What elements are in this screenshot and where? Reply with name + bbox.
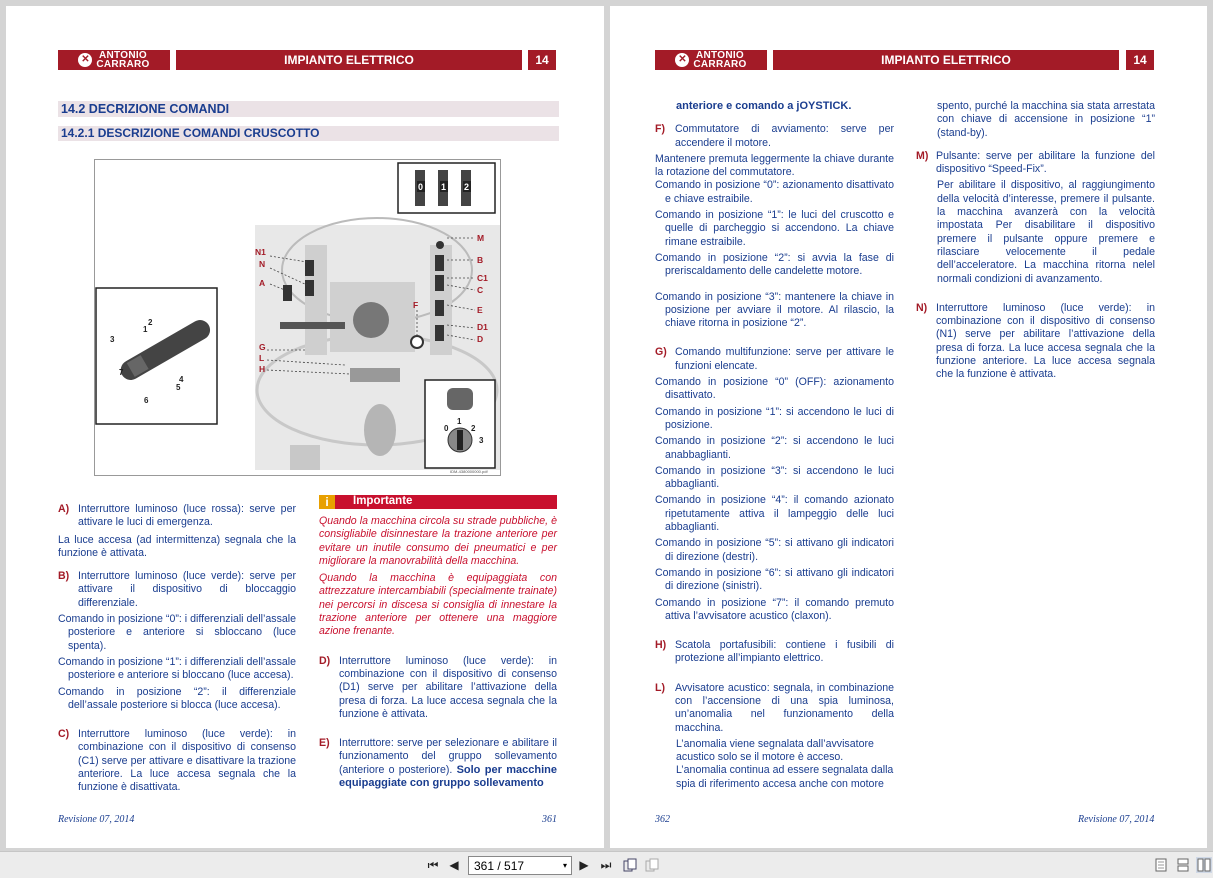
lever-pos-0: 0 <box>170 358 175 367</box>
item-f-cmd1: Comando in posizione “1”: le luci del cruscotto e quelle di parcheggio si accendono. La chiave rimane estraibile. <box>655 209 894 248</box>
page-number-input[interactable] <box>468 856 572 875</box>
label-a: A <box>259 278 266 288</box>
dropdown-icon[interactable]: ▾ <box>562 861 567 870</box>
logo-bottom-text: CARRARO <box>96 59 150 70</box>
continued-text: anteriore e comando a jOYSTICK. <box>676 100 852 112</box>
item-l-continued: spento, purché la macchina sia stata arrestata con chiave di accensione in posizione “1” (stand-by). <box>937 100 1155 139</box>
left-page <box>6 6 604 848</box>
right-page <box>610 6 1207 848</box>
label-c: C <box>477 285 484 295</box>
item-l-note-1: L’anomalia viene segnalata dall’avvisatore acustico solo se il motore è acceso. <box>676 737 874 764</box>
subsection-heading: 14.2.1 DESCRIZIONE COMANDI CRUSCOTTO <box>58 126 559 141</box>
header-section-title: IMPIANTO ELETTRICO <box>176 50 522 70</box>
single-page-icon[interactable] <box>1153 857 1169 873</box>
item-g: G) Comando multifunzione: serve per attivare le funzioni elencate. <box>655 346 894 372</box>
item-g-cmd0: Comando in posizione “0” (OFF): azionamento disattivato. <box>655 376 894 402</box>
prev-page-icon[interactable]: ◀ <box>449 858 459 872</box>
item-h: H) Scatola portafusibili: contiene i fusibili di protezione all’impianto elettrico. <box>655 639 894 665</box>
left-column <box>58 503 296 795</box>
brand-logo <box>655 50 767 70</box>
logo-top-text: ANTONIO <box>98 50 148 61</box>
item-g-cmd4: Comando in posizione “4”: il comando azionato ripetutamente attiva il lampeggio delle luci abbaglianti. <box>655 494 894 534</box>
page-header <box>58 50 556 70</box>
footer-revision: Revisione 07, 2014 <box>58 814 135 825</box>
key-pos-1: 1 <box>457 417 462 426</box>
next-page-icon[interactable]: ▶ <box>579 858 589 872</box>
item-a-note: La luce accesa (ad intermittenza) segnala che la funzione è attivata. <box>58 533 296 559</box>
ignition-key-icon <box>457 430 463 450</box>
footer-page-number: 361 <box>542 814 557 825</box>
item-f-note: Mantenere premuta leggermente la chiave durante la rotazione del commutatore. <box>655 152 894 179</box>
item-g-cmd2: Comando in posizione “2”: si accendono le luci anabbaglianti. <box>655 435 894 461</box>
lever-pos-4: 4 <box>179 375 184 384</box>
header-section-title: IMPIANTO ELETTRICO <box>773 50 1119 70</box>
label-l: L <box>259 353 265 363</box>
right-column-2 <box>916 100 1155 382</box>
section-heading: 14.2 DECRIZIONE COMANDI <box>58 101 559 117</box>
item-n: N) Interruttore luminoso (luce verde): in combinazione con il dispositivo di consenso (N1) serve per abilitare l’attivazione della presa di forza. La luce accesa segnala che la funzione anteriore. La luce accesa segnala che la funzione è attivata. <box>916 301 1155 381</box>
steering-hub-icon <box>353 302 389 338</box>
item-l: L) Avvisatore acustico: segnala, in combinazione con l’accensione di una spia luminosa, un’anomalia nel funzionamento della macchina. <box>655 681 894 734</box>
item-g-cmd5: Comando in posizione “5”: si attivano gli indicatori di direzione (destri). <box>655 537 894 563</box>
label-n: N <box>259 259 266 269</box>
label-d: D <box>477 334 484 344</box>
footer-page-number: 362 <box>655 814 670 825</box>
logo-emblem-icon: ✕ <box>78 53 92 67</box>
lever-pos-5: 5 <box>176 383 181 392</box>
info-icon: i <box>319 495 335 509</box>
item-f-cmd0: Comando in posizione “0”: azionamento disattivato e chiave estraibile. <box>655 179 894 205</box>
important-text-2: Quando la macchina è equipaggiata con attrezzature intercambiabili (specialmente trainate) nei percorsi in discesa si consiglia di innestare la trazione anteriore per ottenere una maggiore azione frenante. <box>319 572 557 638</box>
label-f: F <box>413 300 419 310</box>
continuous-icon[interactable] <box>1175 857 1191 873</box>
footer-revision: Revisione 07, 2014 <box>1078 814 1155 825</box>
label-d1: D1 <box>477 322 488 332</box>
key-pos-2: 2 <box>471 424 476 433</box>
key-pos-3: 3 <box>479 436 484 445</box>
page-number-value[interactable]: 361 / 517 <box>474 858 525 873</box>
item-m: M) Pulsante: serve per abilitare la funzione del dispositivo “Speed-Fix”. <box>916 149 1155 176</box>
item-g-cmd6: Comando in posizione “6”: si attivano gli indicatori di direzione (sinistri). <box>655 566 894 593</box>
paste-icon[interactable] <box>644 857 660 873</box>
first-page-icon[interactable]: ⏮ <box>427 857 439 872</box>
lever-pos-3: 3 <box>110 335 115 344</box>
last-page-icon[interactable]: ⏭ <box>600 857 612 872</box>
right-column-1 <box>655 100 894 791</box>
item-g-cmd3: Comando in posizione “3”: si accendono le luci abbaglianti. <box>655 464 894 491</box>
label-h: H <box>259 364 266 374</box>
item-b: B) Interruttore luminoso (luce verde): serve per attivare il dispositivo di bloccaggio differenziale. <box>58 570 296 609</box>
viewer-toolbar <box>0 851 1213 878</box>
item-e: E) Interruttore: serve per selezionare e abilitare il funzionamento del gruppo sollevamento (anteriore o posteriore). Solo per macchine equipaggiate con gruppo sollevamento <box>319 737 557 790</box>
important-box-header: i Importante <box>319 495 557 509</box>
switch-pos-1: 1 <box>441 182 447 192</box>
logo-top-text: ANTONIO <box>695 50 745 61</box>
item-f-cmd3: Comando in posizione “3”: mantenere la chiave in posizione per avviare il motore. Al rilascio, la chiave ritorna in posizione “2”. <box>655 290 894 330</box>
label-n1: N1 <box>255 247 266 257</box>
item-f: F) Commutatore di avviamento: serve per accendere il motore. <box>655 123 894 149</box>
item-a: A) Interruttore luminoso (luce rossa): serve per attivare le luci di emergenza. <box>58 503 296 529</box>
lever-pos-1: 1 <box>143 325 148 334</box>
important-text-1: Quando la macchina circola su strade pubbliche, è consigliabile disinnestare la trazione anteriore per evitare un inutile consumo dei pneumatici e per migliorare la manovrabilità della macchina. <box>319 515 557 567</box>
item-e-bold: Solo per macchine equipaggiate con gruppo sollevamento <box>339 763 557 790</box>
lever-pos-2: 2 <box>148 318 153 327</box>
label-m: M <box>477 233 485 243</box>
chapter-number: 14 <box>1126 50 1154 70</box>
lever-stalk-icon <box>280 322 345 329</box>
label-g: G <box>259 342 266 352</box>
facing-pages-icon[interactable] <box>1196 857 1212 873</box>
key-pos-0: 0 <box>444 424 449 433</box>
label-e: E <box>477 305 483 315</box>
switch-pos-0: 0 <box>418 182 424 192</box>
chapter-number: 14 <box>528 50 556 70</box>
copy-icon[interactable] <box>622 857 638 873</box>
logo-bottom-text: CARRARO <box>693 59 747 70</box>
middle-column <box>319 495 557 790</box>
item-g-cmd1: Comando in posizione “1”: si accendono le luci di posizione. <box>655 405 894 431</box>
switch-pos-2: 2 <box>464 182 470 192</box>
item-g-cmd7: Comando in posizione “7”: il comando premuto attiva l’avvisatore acustico (claxon). <box>655 596 894 622</box>
label-b: B <box>477 255 484 265</box>
brand-logo <box>58 50 170 70</box>
page-header <box>655 50 1154 70</box>
item-b-cmd2: Comando in posizione “2”: il differenziale dell’assale posteriore si blocca (luce accesa). <box>58 685 296 711</box>
item-b-cmd0: Comando in posizione “0”: i differenziali dell’assale posteriore e anteriore si sbloccano (luce spenta). <box>58 613 296 652</box>
logo-emblem-icon: ✕ <box>675 53 689 67</box>
item-c: C) Interruttore luminoso (luce verde): in combinazione con il dispositivo di consenso (C1) serve per attivare e disattivare la trazione anteriore. La luce accesa segnala che la funzione è disattivata. <box>58 728 296 794</box>
lever-pos-6: 6 <box>144 396 149 405</box>
item-l-note-2: L’anomalia continua ad essere segnalata dalla spia di riferimento accesa anche con motore <box>676 764 894 790</box>
item-f-cmd2: Comando in posizione “2”: si avvia la fase di preriscaldamento delle candelette motore. <box>655 251 894 278</box>
item-d: D) Interruttore luminoso (luce verde): in combinazione con il dispositivo di consenso (D1) serve per abilitare l’attivazione della presa di forza. La luce accesa segnala che la funzione è attivata. <box>319 654 557 720</box>
label-c1: C1 <box>477 273 488 283</box>
figure-code: IDM-4380000000.pdf <box>450 469 488 474</box>
dashboard-figure <box>94 159 501 476</box>
item-b-cmd1: Comando in posizione “1”: i differenziali dell’assale posteriore e anteriore si bloccano (luce accesa). <box>58 655 296 682</box>
item-m-note: Per abilitare il dispositivo, al raggiungimento della velocità d’interesse, premere il pulsante. la macchina avanzerà con la velocità impostata Per disabilitare il dispositivo premere il pulsante oppure premere e rilasciare velocemente il pedale dell’acceleratore. La macchina ritorna nelel normali condizioni di avanzamento. <box>937 179 1155 285</box>
lever-pos-7: 7 <box>119 368 124 377</box>
